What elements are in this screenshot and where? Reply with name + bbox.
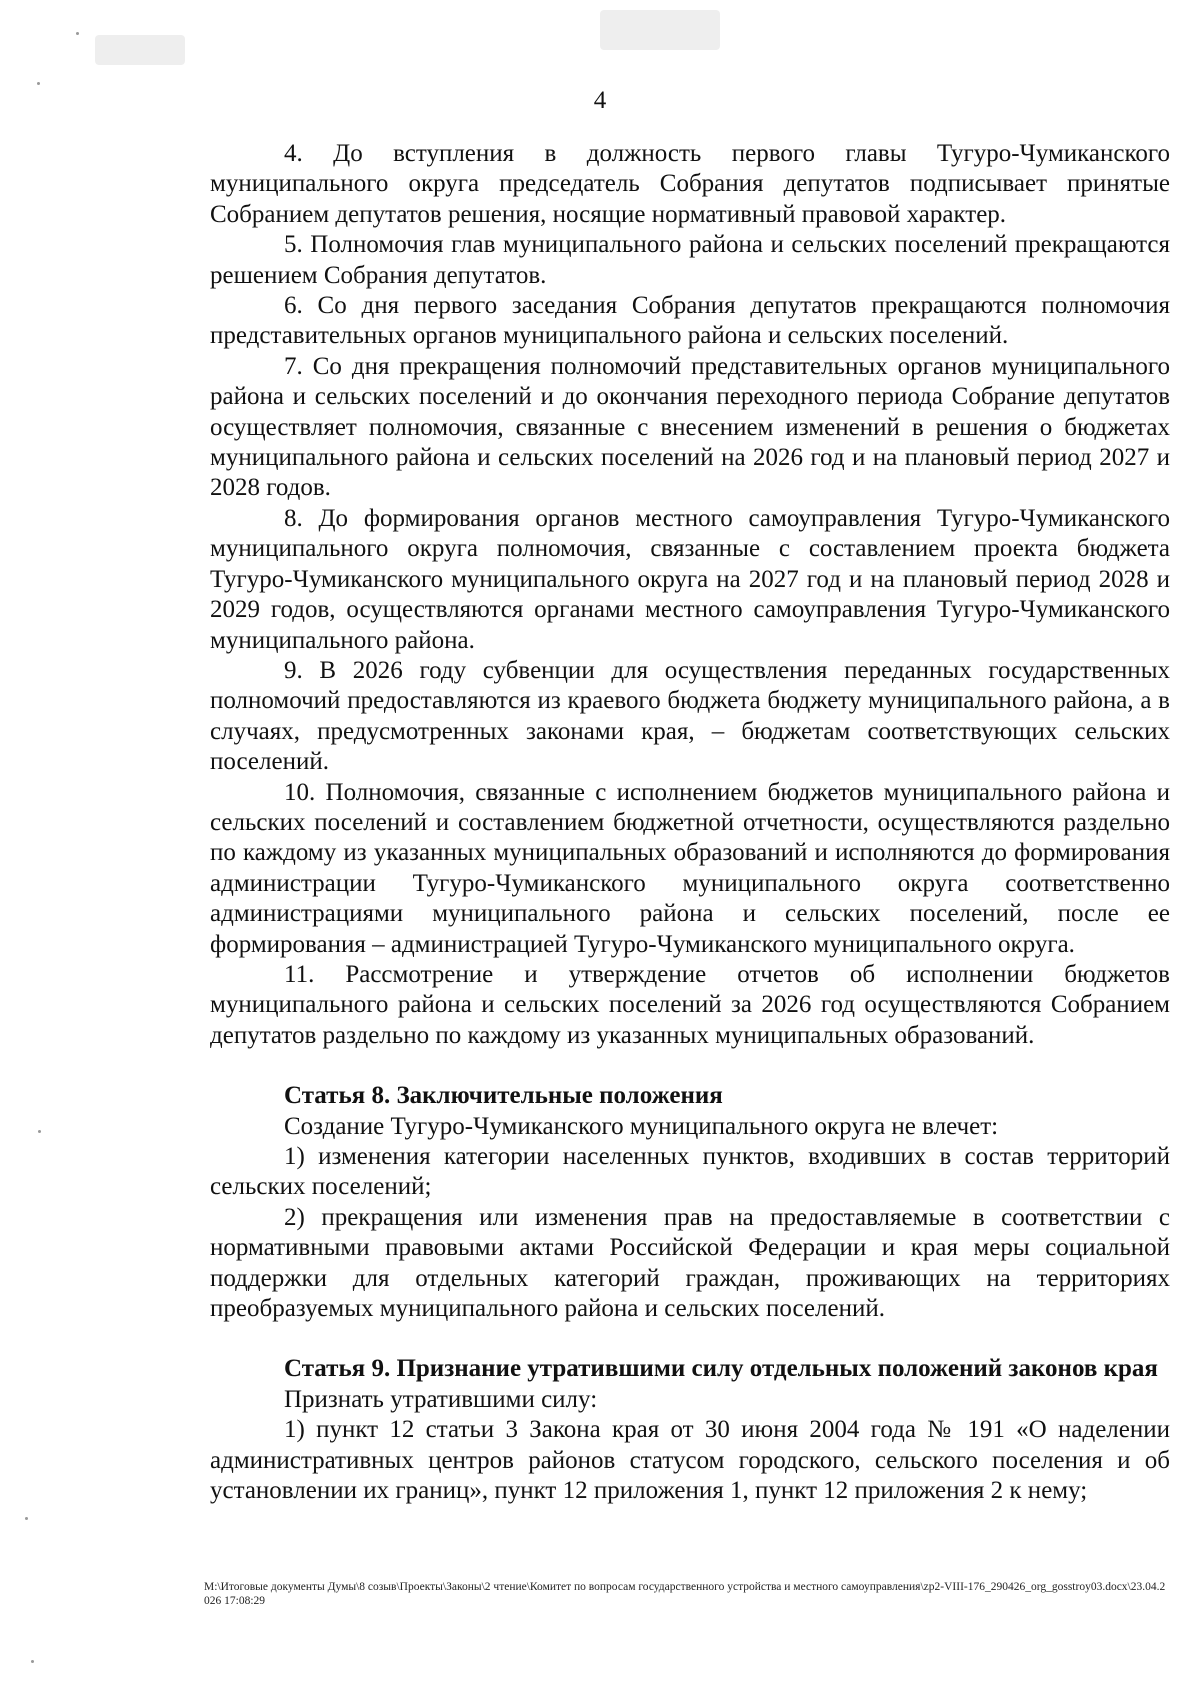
paragraph: 2) прекращения или изменения прав на предоставляемые в соответствии с нормативными правовыми актами Российской Федерации и края меры социальной поддержки для отдельных категорий граждан, проживающих на территориях преобразуемых муниципального района и сельских поселений.: [210, 1203, 1170, 1323]
paragraph: Признать утратившими силу:: [284, 1385, 598, 1413]
scan-speck: [31, 1660, 34, 1663]
page-number: 4: [593, 87, 607, 114]
paragraph: 10. Полномочия, связанные с исполнением бюджетов муниципального района и сельских поселений и составлением бюджетной отчетности, осуществляются раздельно по каждому из указанных муниципальных образований и исполняются до формирования администрации Тугуро-Чумиканского муниципального округа соответственно администрациями муниципального района и сельских поселений, после ее формирования – администрацией Тугуро-Чумиканского муниципального округа.: [210, 778, 1170, 958]
footer-file-path: M:\Итоговые документы Думы\8 созыв\Проекты\Законы\2 чтение\Комитет по вопросам государственного устройства и местного самоуправления\zp2-VIII-176_290426_org_gosstroy03.docx\23.04.2026 17:08:29: [204, 1581, 1166, 1607]
scan-smudge: [600, 10, 720, 50]
paragraph: 6. Со дня первого заседания Собрания депутатов прекращаются полномочия представительных органов муниципального района и сельских поселений.: [210, 292, 1170, 350]
document-body: [210, 139, 1170, 1506]
article-8-heading: Статья 8. Заключительные положения: [284, 1082, 723, 1110]
scan-speck: [38, 1130, 41, 1133]
article-9-heading: Статья 9. Признание утратившими силу отдельных положений законов края: [284, 1355, 1158, 1383]
paragraph: 7. Со дня прекращения полномочий представительных органов муниципального района и сельских поселений и до окончания переходного периода Собрание депутатов осуществляет полномочия, связанные с внесением изменений в решения о бюджетах муниципального района и сельских поселений на 2026 год и на плановый период 2027 и 2028 годов.: [210, 352, 1170, 502]
paragraph: 5. Полномочия глав муниципального района и сельских поселений прекращаются решением Собрания депутатов.: [210, 231, 1170, 289]
scan-smudge: [95, 35, 185, 65]
paragraph: 1) изменения категории населенных пунктов, входивших в состав территорий сельских поселений;: [210, 1143, 1170, 1201]
paragraph: 4. До вступления в должность первого главы Тугуро-Чумиканского муниципального округа председатель Собрания депутатов подписывает принятые Собранием депутатов решения, носящие нормативный правовой характер.: [210, 140, 1170, 228]
scan-speck: [25, 1517, 28, 1520]
paragraph: 8. До формирования органов местного самоуправления Тугуро-Чумиканского муниципального округа полномочия, связанные с составлением проекта бюджета Тугуро-Чумиканского муниципального округа на 2027 год и на плановый период 2028 и 2029 годов, осуществляются органами местного самоуправления Тугуро-Чумиканского муниципального района.: [210, 504, 1170, 654]
scan-speck: [37, 82, 40, 85]
scan-speck: [76, 32, 79, 35]
paragraph: Создание Тугуро-Чумиканского муниципального округа не влечет:: [284, 1112, 999, 1140]
paragraph: 11. Рассмотрение и утверждение отчетов об исполнении бюджетов муниципального района и сельских поселений за 2026 год осуществляются Собранием депутатов раздельно по каждому из указанных муниципальных образований.: [210, 960, 1170, 1049]
paragraph: 1) пункт 12 статьи 3 Закона края от 30 июня 2004 года № 191 «О наделении административных центров районов статусом городского, сельского поселения и об установлении их границ», пункт 12 приложения 1, пункт 12 приложения 2 к нему;: [210, 1416, 1170, 1505]
paragraph: 9. В 2026 году субвенции для осуществления переданных государственных полномочий предоставляются из краевого бюджета бюджету муниципального района, а в случаях, предусмотренных законами края, – бюджетам соответствующих сельских поселений.: [210, 656, 1170, 776]
